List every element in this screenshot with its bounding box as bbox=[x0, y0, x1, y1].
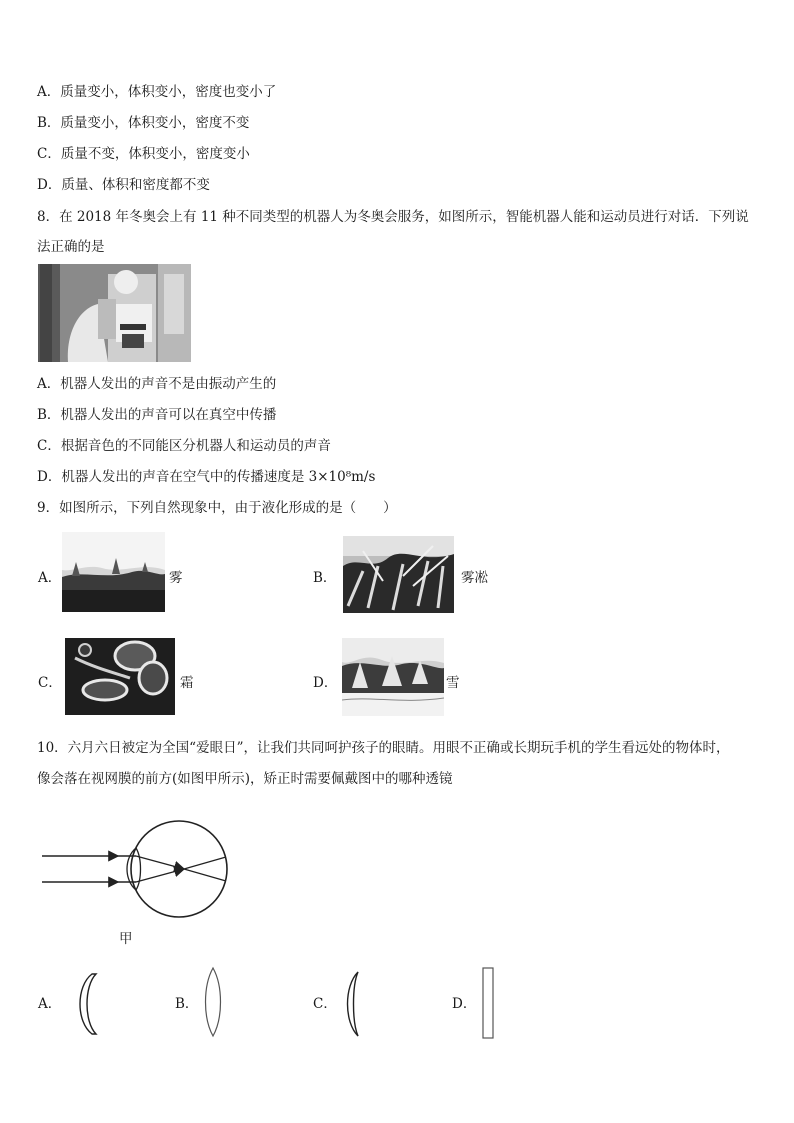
q8-option-b: B．机器人发出的声音可以在真空中传播 bbox=[37, 407, 277, 423]
snow-photo bbox=[342, 638, 444, 716]
q9-caption-a: 雾 bbox=[169, 570, 183, 586]
frost-photo bbox=[65, 638, 175, 715]
figure-label-jia: 甲 bbox=[119, 931, 133, 947]
q9-choice-d-letter: D． bbox=[313, 675, 338, 691]
q7-option-b: B．质量变小，体积变小，密度不变 bbox=[37, 115, 250, 131]
q8-stem-line1: 8．在 2018 年冬奥会上有 11 种不同类型的机器人为冬奥会服务，如图所示，智能机器人能和运动员进行对话．下列说 bbox=[37, 209, 749, 225]
q7-option-a: A．质量变小，体积变小，密度也变小了 bbox=[37, 84, 277, 100]
q9-stem: 9．如图所示，下列自然现象中，由于液化形成的是（ ） bbox=[37, 500, 397, 516]
q10-stem-line2: 像会落在视网膜的前方(如图甲所示)，矫正时需要佩戴图中的哪种透镜 bbox=[37, 771, 453, 787]
q8-option-d: D．机器人发出的声音在空气中的传播速度是 3×10⁸m/s bbox=[37, 469, 376, 485]
q8-stem-line2: 法正确的是 bbox=[37, 239, 105, 255]
myopia-eye-diagram bbox=[38, 814, 238, 924]
q8-option-a: A．机器人发出的声音不是由振动产生的 bbox=[37, 376, 277, 392]
q7-option-d: D．质量、体积和密度都不变 bbox=[37, 177, 210, 193]
q7-option-c: C．质量不变，体积变小，密度变小 bbox=[37, 146, 250, 162]
q10-choice-a-letter: A． bbox=[38, 996, 62, 1012]
q9-choice-b-letter: B． bbox=[313, 570, 337, 586]
fog-photo bbox=[62, 532, 165, 612]
q8-option-c: C．根据音色的不同能区分机器人和运动员的声音 bbox=[37, 438, 331, 454]
q10-choice-d-letter: D． bbox=[452, 996, 477, 1012]
convex-lens-b bbox=[201, 966, 225, 1038]
q9-choice-a-letter: A． bbox=[38, 570, 62, 586]
robot-photo bbox=[38, 264, 191, 362]
q10-stem-line1: 10．六月六日被定为全国“爱眼日”，让我们共同呵护孩子的眼睛。用眼不正确或长期玩手机的学生看远处的物体时， bbox=[37, 740, 730, 756]
q10-choice-c-letter: C． bbox=[313, 996, 337, 1012]
q9-caption-c: 霜 bbox=[180, 675, 194, 691]
concave-meniscus-lens-a bbox=[66, 972, 100, 1036]
meniscus-lens-c bbox=[340, 970, 364, 1038]
q9-caption-b: 雾凇 bbox=[461, 570, 488, 586]
q9-caption-d: 雪 bbox=[446, 675, 460, 691]
flat-plate-glass-d bbox=[480, 966, 496, 1040]
q10-choice-b-letter: B． bbox=[175, 996, 199, 1012]
q9-choice-c-letter: C． bbox=[38, 675, 62, 691]
rime-photo bbox=[343, 536, 454, 613]
